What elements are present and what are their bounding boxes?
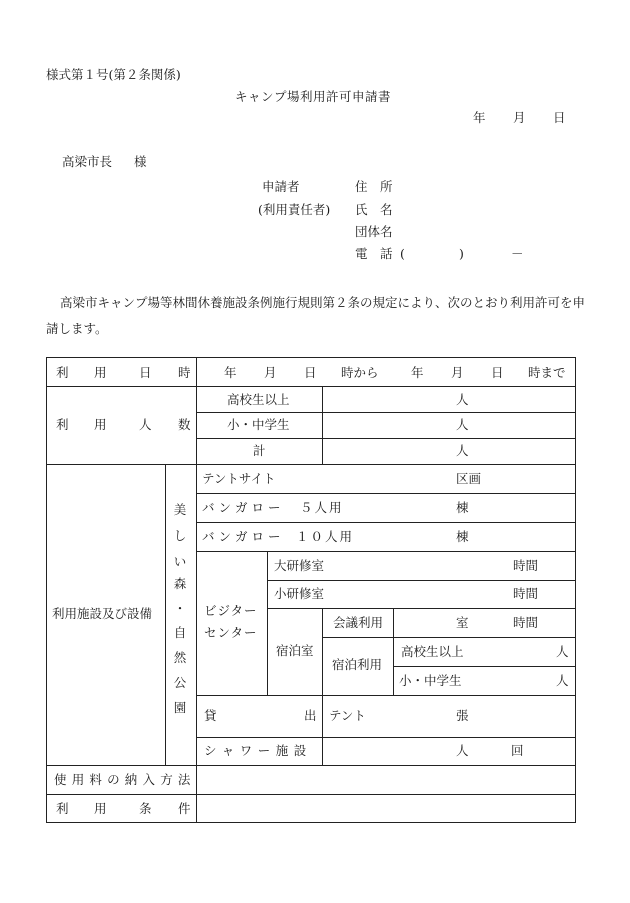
lodging-room-label: 宿泊室: [276, 643, 314, 658]
visitor-center-label-line1: ビジター: [204, 603, 258, 618]
usage-conditions-label-3: 条: [139, 801, 152, 816]
user-count-unit: 人: [456, 443, 469, 458]
from-hour: 時から: [341, 365, 379, 380]
user-count-label-3: 人: [139, 417, 152, 432]
park-name-char: 園: [173, 700, 187, 715]
user-count-label-1: 利: [56, 417, 69, 432]
phone-close-paren: ): [459, 246, 464, 261]
user-count-total-label: 計: [253, 443, 266, 458]
large-room-unit: 時間: [513, 558, 539, 573]
date-day-label: 日: [553, 110, 566, 125]
date-month-label: 月: [513, 110, 526, 125]
to-month: 月: [451, 365, 464, 380]
rental-unit: 張: [456, 708, 469, 723]
payment-method-label: 使用料の納入方法: [54, 772, 196, 787]
stay-unit: 人: [556, 673, 569, 688]
park-name-char: 自: [173, 625, 187, 640]
park-name-char: 公: [173, 675, 187, 690]
bungalow-5-unit: 棟: [456, 500, 469, 515]
shower-unit-times: 回: [511, 743, 524, 758]
name-label: 氏 名: [355, 202, 393, 217]
usage-conditions-label-4: 件: [178, 801, 191, 816]
form-number: 様式第１号(第２条関係): [46, 67, 181, 82]
small-room-label: 小研修室: [274, 586, 325, 601]
meeting-use-label: 会議利用: [333, 615, 384, 630]
tent-site-label: テントサイト: [202, 471, 276, 486]
to-year: 年: [411, 365, 424, 380]
park-name-char: ・: [173, 601, 187, 616]
usage-datetime-label-4: 時: [178, 365, 191, 380]
document-title: キャンプ場利用許可申請書: [235, 89, 392, 104]
phone-open-paren: (: [400, 246, 405, 261]
date-year-label: 年: [473, 110, 486, 125]
user-count-label-4: 数: [178, 417, 191, 432]
rental-label-a: 貸: [204, 708, 217, 723]
rental-item: テント: [329, 708, 366, 723]
park-name-char: 然: [173, 650, 187, 665]
bungalow-10-unit: 棟: [456, 529, 469, 544]
from-year: 年: [224, 365, 237, 380]
shower-unit-persons: 人: [456, 743, 469, 758]
applicant-label: 申請者: [262, 179, 300, 194]
facilities-label: 利用施設及び設備: [52, 606, 153, 621]
usage-datetime-label-3: 日: [139, 365, 152, 380]
address-label: 住 所: [355, 179, 393, 194]
shower-label: シャワー施設: [204, 743, 312, 758]
addressee: 高梁市長: [62, 154, 113, 169]
from-month: 月: [264, 365, 277, 380]
park-name-char: い: [173, 554, 187, 569]
application-statement: 高梁市キャンプ場等林間休養施設条例施行規則第２条の規定により、次のとおり利用許可を申請します。: [46, 295, 586, 336]
usage-conditions-label-1: 利: [56, 801, 69, 816]
user-count-label-2: 用: [94, 417, 107, 432]
park-name-char: し: [173, 528, 187, 543]
bungalow-5-label: バンガロー: [202, 500, 285, 515]
bungalow-5-capacity: ５人用: [300, 500, 344, 515]
park-name-char: 森: [173, 576, 187, 591]
small-room-unit: 時間: [513, 586, 539, 601]
user-count-category: 高校生以上: [227, 392, 290, 407]
bungalow-10-label: バンガロー: [202, 529, 285, 544]
phone-dash: －: [511, 246, 524, 261]
meeting-room-unit: 室: [456, 615, 469, 630]
usage-datetime-label-2: 用: [94, 365, 107, 380]
user-count-unit: 人: [456, 417, 469, 432]
stay-use-label: 宿泊利用: [332, 657, 383, 672]
usage-datetime-label-1: 利: [56, 365, 69, 380]
stay-category: 小・中学生: [399, 673, 462, 688]
visitor-center-label-line2: センター: [204, 625, 258, 640]
bungalow-10-capacity: １０人用: [296, 529, 355, 544]
to-day: 日: [491, 365, 504, 380]
user-count-category: 小・中学生: [227, 417, 290, 432]
meeting-hour-unit: 時間: [513, 615, 539, 630]
phone-label: 電 話: [355, 246, 393, 261]
stay-unit: 人: [556, 644, 569, 659]
group-name-label: 団体名: [355, 224, 393, 239]
tent-site-unit: 区画: [456, 471, 482, 486]
stay-category: 高校生以上: [401, 644, 464, 659]
from-day: 日: [304, 365, 317, 380]
addressee-honorific: 様: [134, 154, 147, 169]
park-name-char: 美: [173, 502, 187, 517]
to-hour: 時まで: [528, 365, 566, 380]
rental-label-b: 出: [304, 708, 317, 723]
responsible-person-label: (利用責任者): [258, 202, 331, 217]
usage-conditions-label-2: 用: [94, 801, 107, 816]
user-count-unit: 人: [456, 392, 469, 407]
large-room-label: 大研修室: [274, 558, 325, 573]
